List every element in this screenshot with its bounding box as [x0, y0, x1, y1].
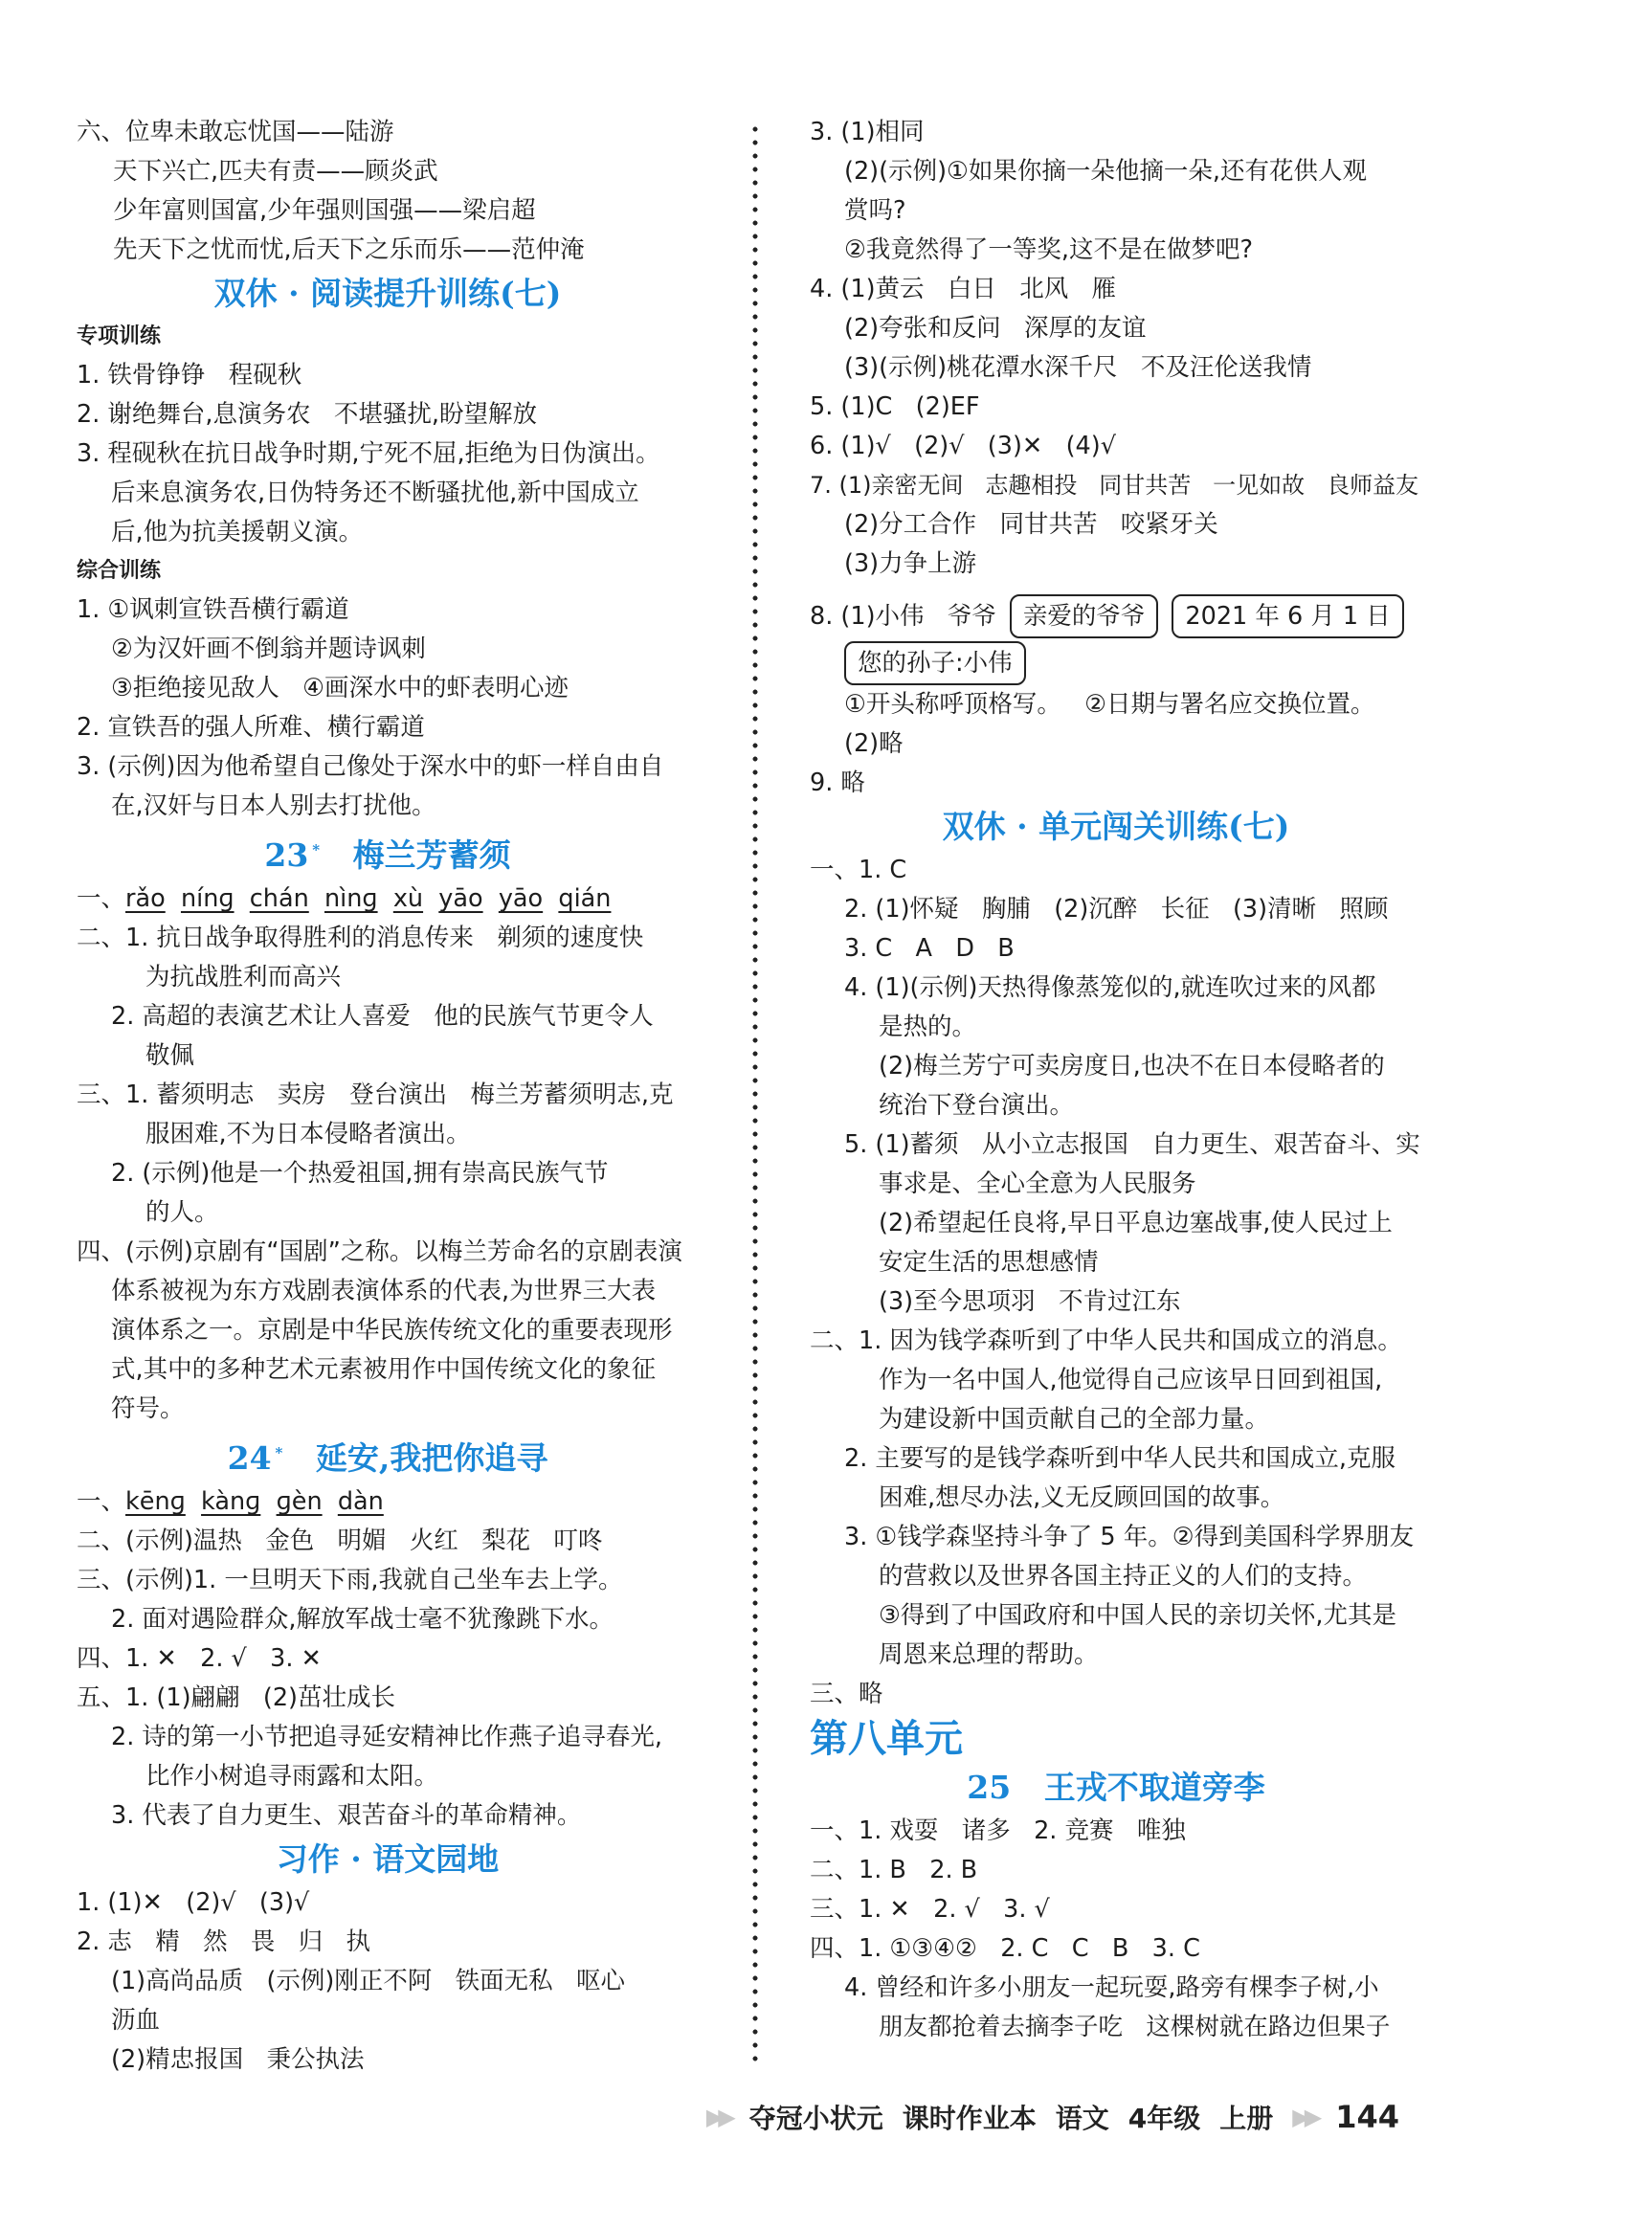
unit-heading: 第八单元 — [810, 1716, 963, 1761]
answer-line: 比作小树追寻雨露和太阳。 — [145, 1762, 439, 1791]
answer-line: 的营救以及世界各国主持正义的人们的支持。 — [879, 1562, 1368, 1591]
section-title-writing: 习作 · 语文园地 — [276, 1840, 500, 1878]
answer-line: 符号。 — [111, 1394, 185, 1423]
answer-line: 2. 宣铁吾的强人所难、横行霸道 — [77, 713, 425, 742]
volume: 上册 — [1219, 2103, 1274, 2134]
section-title-unit-7: 双休 · 单元闯关训练(七) — [942, 808, 1290, 845]
answer-line: 一、1. C — [810, 856, 907, 884]
answer-line: 事求是、全心全意为人民服务 — [879, 1170, 1196, 1198]
answer-line: 在,汉奸与日本人别去打扰他。 — [111, 791, 436, 820]
pinyin-answer: yāo — [438, 884, 483, 913]
pinyin-line — [77, 1482, 699, 1522]
column-divider — [752, 123, 758, 2065]
answer-line: 6. (1)√ (2)√ (3)✕ (4)√ — [810, 432, 1116, 460]
page-footer — [706, 2098, 1399, 2136]
answer-line: 三、(示例)1. 一旦明天下雨,我就自己坐车去上学。 — [77, 1566, 623, 1594]
answer-line: (3)(示例)桃花潭水深千尺 不及汪伦送我情 — [844, 353, 1312, 382]
answer-line: (2)夸张和反问 深厚的友谊 — [844, 314, 1147, 343]
lesson-number: 24 — [227, 1439, 272, 1477]
lesson-title-23 — [77, 831, 699, 875]
answer-line: 是热的。 — [879, 1013, 977, 1041]
pinyin-answer: chán — [249, 884, 309, 913]
signature-box: 您的孙子:小伟 — [844, 641, 1026, 685]
pinyin-answer: dàn — [337, 1487, 384, 1516]
answer-line: 少年富则国富,少年强则国强——梁启超 — [113, 196, 536, 225]
pinyin-answer: yāo — [498, 884, 544, 913]
answer-line: 四、(示例)京剧有“国剧”之称。以梅兰芳命名的京剧表演 — [77, 1237, 682, 1266]
answer-line: 2. 主要写的是钱学森听到中华人民共和国成立,克服 — [844, 1444, 1396, 1473]
answer-line: 服困难,不为日本侵略者演出。 — [145, 1120, 471, 1148]
date-box: 2021 年 6 月 1 日 — [1172, 594, 1403, 638]
grade: 4年级 — [1127, 2103, 1201, 2134]
answer-line: 为建设新中国贡献自己的全部力量。 — [879, 1405, 1270, 1434]
pinyin-answer: qián — [558, 884, 612, 913]
arrow-icon: ▶▶ — [1292, 2104, 1317, 2130]
answer-line: (3)力争上游 — [844, 549, 977, 578]
answer-line: 先天下之忧而忧,后天下之乐而乐——范仲淹 — [113, 235, 585, 264]
answer-line: 3. (示例)因为他希望自己像处于深水中的虾一样自由自 — [77, 752, 664, 781]
answer-line: 2. 志 精 然 畏 归 执 — [77, 1927, 371, 1956]
answer-line: 4. (1)(示例)天热得像蒸笼似的,就连吹过来的风都 — [844, 973, 1376, 1002]
answer-line: ③得到了中国政府和中国人民的亲切关怀,尤其是 — [879, 1601, 1396, 1630]
answer-line: 作为一名中国人,他觉得自己应该早日回到祖国, — [879, 1366, 1383, 1394]
letter-format-row — [810, 591, 1422, 641]
answer-line: 六、位卑未敢忘忧国——陆游 — [77, 118, 394, 146]
pinyin-answer: kànɡ — [201, 1487, 261, 1516]
answer-line: 1. ①讽刺宣铁吾横行霸道 — [77, 595, 349, 624]
lesson-title-24 — [77, 1434, 699, 1478]
answer-line: 2. (示例)他是一个热爱祖国,拥有崇高民族气节 — [111, 1159, 609, 1188]
letter-format-row — [810, 641, 1422, 685]
answer-line: 3. 程砚秋在抗日战争时期,宁死不屈,拒绝为日伪演出。 — [77, 439, 660, 468]
question-number: 一、 — [77, 884, 126, 913]
answer-line: 三、略 — [810, 1680, 883, 1708]
answer-line: 5. (1)C (2)EF — [810, 392, 980, 421]
answer-line: 2. 诗的第一小节把追寻延安精神比作燕子追寻春光, — [111, 1723, 663, 1751]
answer-line: 3. C A D B — [844, 934, 1015, 963]
optional-star: * — [312, 841, 321, 858]
answer-line: 周恩来总理的帮助。 — [879, 1640, 1099, 1669]
lesson-name: 延安,我把你追寻 — [315, 1439, 548, 1477]
answer-line: 三、1. 蓄须明志 卖房 登台演出 梅兰芳蓄须明志,克 — [77, 1081, 674, 1109]
answer-line: (3)至今思项羽 不肯过江东 — [879, 1287, 1181, 1316]
right-column — [810, 113, 1422, 2047]
answer-line: 5. (1)蓄须 从小立志报国 自力更生、艰苦奋斗、实 — [844, 1130, 1420, 1159]
left-column — [77, 113, 699, 2080]
answer-line: 四、1. ✕ 2. √ 3. ✕ — [77, 1644, 322, 1673]
answer-line: 一、1. 戏耍 诸多 2. 竞赛 唯独 — [810, 1816, 1186, 1845]
answer-line: (2)希望起任良将,早日平息边塞战事,使人民过上 — [879, 1209, 1393, 1237]
answer-line: 天下兴亡,匹夫有责——顾炎武 — [113, 157, 438, 186]
pinyin-list — [125, 1487, 384, 1516]
answer-line: 2. 谢绝舞台,息演务农 不堪骚扰,盼望解放 — [77, 400, 537, 429]
answer-line: ③拒绝接见敌人 ④画深水中的虾表明心迹 — [111, 674, 569, 702]
answer-line: 后,他为抗美援朝义演。 — [111, 518, 364, 546]
answer-line: (1)高尚品质 (示例)刚正不阿 铁面无私 呕心 — [111, 1967, 625, 1995]
page-number: 144 — [1335, 2099, 1399, 2135]
answer-line: 二、(示例)温热 金色 明媚 火红 梨花 叮咚 — [77, 1526, 603, 1555]
answer-line: ①开头称呼顶格写。 ②日期与署名应交换位置。 — [844, 690, 1375, 719]
answer-line: 二、1. B 2. B — [810, 1856, 978, 1884]
answer-line: 9. 略 — [810, 769, 865, 797]
answer-line: 二、1. 因为钱学森听到了中华人民共和国成立的消息。 — [810, 1326, 1402, 1355]
lesson-name: 王戎不取道旁李 — [1043, 1769, 1265, 1806]
answer-line: ②为汉奸画不倒翁并题诗讽刺 — [111, 635, 426, 663]
subsection-label: 专项训练 — [77, 324, 162, 348]
answer-line: ②我竟然得了一等奖,这不是在做梦吧? — [844, 235, 1254, 264]
pinyin-answer: kēnɡ — [125, 1487, 186, 1516]
answer-line: 3. 代表了自力更生、艰苦奋斗的革命精神。 — [111, 1801, 582, 1830]
section-title-reading-7: 双休 · 阅读提升训练(七) — [213, 275, 562, 312]
answer-line: 三、1. ✕ 2. √ 3. √ — [810, 1895, 1050, 1924]
answer-text: 8. (1)小伟 爷爷 — [810, 602, 996, 631]
answer-line: (2)精忠报国 秉公执法 — [111, 2045, 365, 2074]
answer-line: 1. (1)✕ (2)√ (3)√ — [77, 1888, 310, 1917]
answer-line: 的人。 — [145, 1198, 219, 1227]
answer-line: 3. ①钱学森坚持斗争了 5 年。②得到美国科学界朋友 — [844, 1523, 1415, 1551]
pinyin-list — [125, 884, 611, 913]
answer-line: 为抗战胜利而高兴 — [145, 963, 342, 991]
answer-line: 赏吗? — [844, 196, 906, 225]
answer-line: (2)分工合作 同甘共苦 咬紧牙关 — [844, 510, 1218, 539]
answer-line: 安定生活的思想感情 — [879, 1248, 1099, 1277]
lesson-number: 23 — [264, 836, 309, 874]
answer-line: 四、1. ①③④② 2. C C B 3. C — [810, 1934, 1200, 1963]
answer-line: 统治下登台演出。 — [879, 1091, 1075, 1120]
brand-name: 夺冠小状元 — [748, 2103, 883, 2134]
pinyin-answer: nínɡ — [180, 884, 234, 913]
answer-line: 体系被视为东方戏剧表演体系的代表,为世界三大表 — [111, 1277, 657, 1305]
answer-line: 7. (1)亲密无间 志趣相投 同甘共苦 一见如故 良师益友 — [810, 472, 1419, 499]
answer-line: 敬佩 — [145, 1041, 195, 1070]
lesson-title-25 — [810, 1769, 1422, 1807]
greeting-box: 亲爱的爷爷 — [1010, 594, 1159, 638]
answer-line: (2)梅兰芳宁可卖房度日,也决不在日本侵略者的 — [879, 1052, 1385, 1081]
answer-line: (2)略 — [844, 729, 904, 758]
answer-line: 朋友都抢着去摘李子吃 这棵树就在路边但果子 — [879, 2013, 1391, 2041]
pinyin-answer: rǎo — [125, 884, 166, 913]
answer-line: 后来息演务农,日伪特务还不断骚扰他,新中国成立 — [111, 479, 639, 507]
book-name: 课时作业本 — [902, 2103, 1037, 2134]
answer-line: 五、1. (1)翩翩 (2)茁壮成长 — [77, 1683, 395, 1712]
answer-line: 3. (1)相同 — [810, 118, 925, 146]
answer-line: (2)(示例)①如果你摘一朵他摘一朵,还有花供人观 — [844, 157, 1367, 186]
answer-line: 4. 曾经和许多小朋友一起玩耍,路旁有棵李子树,小 — [844, 1973, 1379, 2002]
subsection-label: 综合训练 — [77, 559, 162, 583]
pinyin-answer: ɡèn — [276, 1487, 323, 1516]
answer-line: 2. 高超的表演艺术让人喜爱 他的民族气节更令人 — [111, 1002, 654, 1031]
answer-line: 二、1. 抗日战争取得胜利的消息传来 剃须的速度快 — [77, 924, 644, 952]
answer-line: 式,其中的多种艺术元素被用作中国传统文化的象征 — [111, 1355, 657, 1384]
answer-line: 困难,想尽办法,义无反顾回国的故事。 — [879, 1483, 1285, 1512]
pinyin-answer: xù — [392, 884, 424, 913]
answer-line: 沥血 — [111, 2006, 161, 2035]
answer-line: 4. (1)黄云 白日 北风 雁 — [810, 275, 1117, 303]
answer-line: 2. 面对遇险群众,解放军战士毫不犹豫跳下水。 — [111, 1605, 614, 1634]
question-number: 一、 — [77, 1487, 126, 1516]
lesson-name: 梅兰芳蓄须 — [352, 836, 511, 874]
optional-star: * — [275, 1444, 283, 1461]
pinyin-line — [77, 880, 699, 919]
answer-line: 演体系之一。京剧是中华民族传统文化的重要表现形 — [111, 1316, 673, 1345]
subject: 语文 — [1055, 2103, 1109, 2134]
arrow-icon: ▶▶ — [705, 2104, 730, 2130]
answer-line: 2. (1)怀疑 胸脯 (2)沉醉 长征 (3)清晰 照顾 — [844, 895, 1389, 924]
lesson-number: 25 — [967, 1769, 1012, 1806]
answer-line: 1. 铁骨铮铮 程砚秋 — [77, 361, 302, 390]
pinyin-answer: nìnɡ — [324, 884, 378, 913]
